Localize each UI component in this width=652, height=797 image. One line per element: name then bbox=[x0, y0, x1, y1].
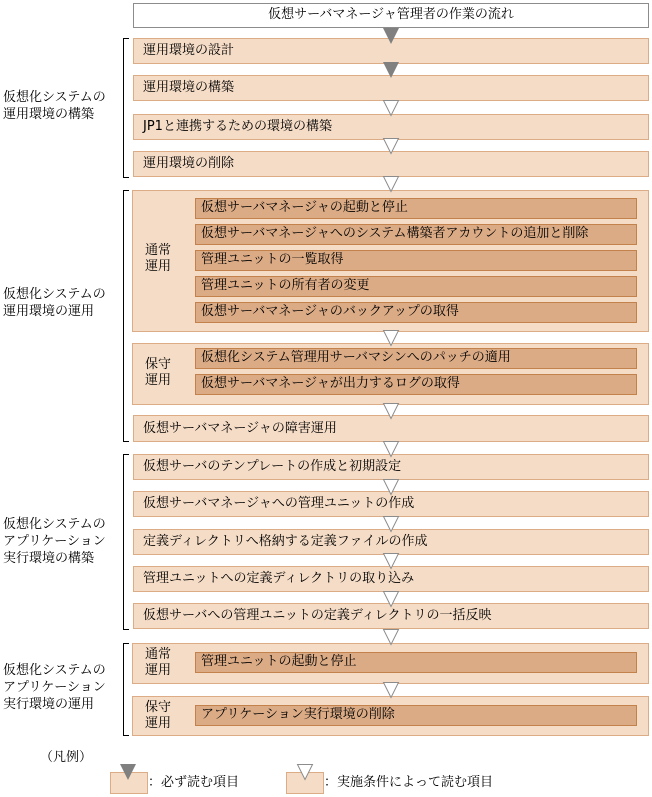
arrow-required-icon bbox=[383, 62, 399, 78]
phase-1-label-line-1: 仮想化システムの bbox=[3, 90, 106, 105]
phase-4-label-line-3: 実行環境の運用 bbox=[3, 697, 95, 712]
item-label: 管理ユニットの起動と停止 bbox=[201, 654, 357, 669]
phase-1-label-line-2: 運用環境の構築 bbox=[3, 107, 95, 122]
step-label: 仮想サーバのテンプレートの作成と初期設定 bbox=[143, 459, 402, 474]
flow-title-text: 仮想サーバマネージャ管理者の作業の流れ bbox=[268, 7, 514, 22]
phase-3-label-line-3: 実行環境の構築 bbox=[3, 551, 95, 566]
group-label-line-1: 保守 bbox=[145, 357, 172, 372]
group-label-line-2: 運用 bbox=[145, 663, 172, 678]
step-label: 運用環境の削除 bbox=[143, 156, 235, 171]
arrow-conditional-icon bbox=[384, 480, 399, 495]
phase-3-label-line-2: アプリケーション bbox=[3, 534, 106, 549]
group-label-line-2: 運用 bbox=[145, 259, 172, 274]
arrow-conditional-icon bbox=[384, 404, 399, 419]
group-label-line-1: 通常 bbox=[145, 647, 172, 662]
step-label: 仮想サーバマネージャへの管理ユニットの作成 bbox=[143, 496, 415, 511]
item-label: 管理ユニットの所有者の変更 bbox=[201, 278, 370, 293]
arrow-conditional-icon bbox=[384, 442, 399, 457]
step-label: 管理ユニットへの定義ディレクトリの取り込み bbox=[143, 571, 415, 586]
item-label: 仮想サーバマネージャのバックアップの取得 bbox=[201, 304, 459, 319]
arrow-conditional-icon bbox=[384, 101, 399, 116]
item-label: アプリケーション実行環境の削除 bbox=[201, 707, 395, 722]
step-label: 仮想サーバマネージャの障害運用 bbox=[143, 421, 337, 436]
group-label-line-2: 運用 bbox=[145, 716, 172, 731]
step-label: 運用環境の構築 bbox=[143, 80, 235, 95]
item-label: 管理ユニットの一覧取得 bbox=[201, 252, 344, 267]
item-label: 仮想サーバマネージャが出力するログの取得 bbox=[201, 376, 460, 391]
phase-2-label-line-2: 運用環境の運用 bbox=[3, 304, 95, 319]
arrow-conditional-icon bbox=[384, 177, 399, 192]
arrow-conditional-icon bbox=[384, 517, 399, 532]
group-label-line-1: 保守 bbox=[145, 700, 172, 715]
phase-4-label-line-2: アプリケーション bbox=[3, 680, 106, 695]
phase-2-label-line-1: 仮想化システムの bbox=[3, 287, 106, 302]
legend-conditional-arrow-icon bbox=[295, 764, 315, 782]
legend-required-label: ：必ず読む項目 bbox=[148, 775, 240, 790]
arrow-conditional-icon bbox=[384, 592, 399, 607]
arrow-conditional-icon bbox=[384, 139, 399, 154]
step-label: 仮想サーバへの管理ユニットの定義ディレクトリの一括反映 bbox=[143, 608, 492, 623]
phase-4-label-line-1: 仮想化システムの bbox=[3, 663, 106, 678]
group-label-line-2: 運用 bbox=[145, 373, 172, 388]
item-label: 仮想サーバマネージャへのシステム構築者アカウントの追加と削除 bbox=[201, 226, 589, 241]
step-label: 運用環境の設計 bbox=[143, 43, 235, 58]
group-label-line-1: 通常 bbox=[145, 243, 172, 258]
phase-3-label-line-1: 仮想化システムの bbox=[3, 517, 106, 532]
arrow-conditional-icon bbox=[384, 683, 399, 698]
arrow-conditional-icon bbox=[384, 554, 399, 569]
legend-conditional-label: ：実施条件によって読む項目 bbox=[324, 775, 494, 790]
step-label: JP1と連携するための環境の構築 bbox=[143, 119, 332, 134]
legend-required-arrow-icon bbox=[118, 764, 138, 782]
arrow-conditional-icon bbox=[384, 331, 399, 346]
arrow-conditional-icon bbox=[384, 630, 399, 645]
item-label: 仮想サーバマネージャの起動と停止 bbox=[201, 200, 408, 215]
item-label: 仮想化システム管理用サーバマシンへのパッチの適用 bbox=[201, 350, 511, 365]
arrow-required-icon bbox=[383, 28, 399, 44]
legend-title: （凡例） bbox=[40, 750, 93, 765]
step-label: 定義ディレクトリへ格納する定義ファイルの作成 bbox=[143, 534, 428, 549]
